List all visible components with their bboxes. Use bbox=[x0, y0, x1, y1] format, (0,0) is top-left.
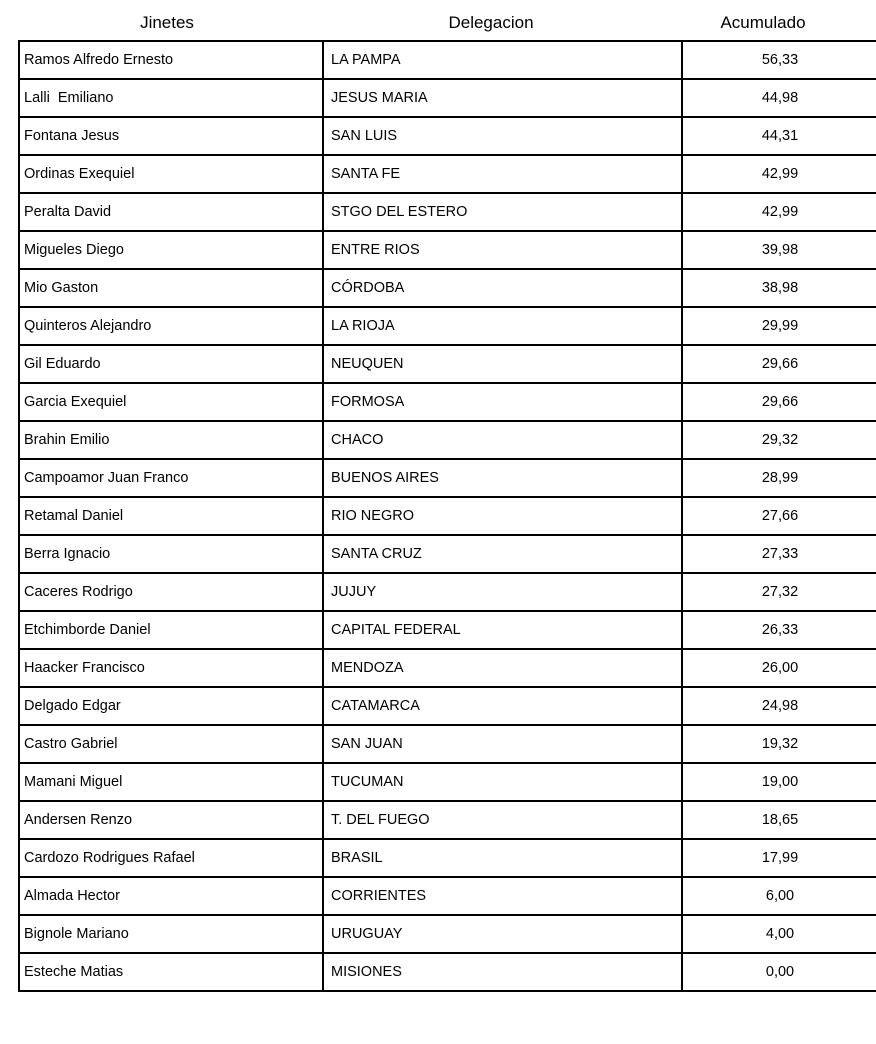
accumulated-cell: 27,33 bbox=[682, 535, 876, 573]
accumulated-cell: 44,98 bbox=[682, 79, 876, 117]
rider-name-cell: Delgado Edgar bbox=[19, 687, 323, 725]
delegation-cell: SANTA CRUZ bbox=[323, 535, 682, 573]
accumulated-cell: 56,33 bbox=[682, 41, 876, 79]
accumulated-cell: 39,98 bbox=[682, 231, 876, 269]
table-row bbox=[19, 307, 876, 345]
rider-name-cell: Ramos Alfredo Ernesto bbox=[19, 41, 323, 79]
accumulated-cell: 29,66 bbox=[682, 345, 876, 383]
header-acumulado: Acumulado bbox=[720, 13, 806, 32]
table-row bbox=[19, 801, 876, 839]
accumulated-cell: 42,99 bbox=[682, 155, 876, 193]
delegation-cell: SAN LUIS bbox=[323, 117, 682, 155]
delegation-cell: STGO DEL ESTERO bbox=[323, 193, 682, 231]
rider-name-cell: Castro Gabriel bbox=[19, 725, 323, 763]
table-row bbox=[19, 383, 876, 421]
accumulated-cell: 6,00 bbox=[682, 877, 876, 915]
table-header bbox=[18, 10, 861, 38]
accumulated-cell: 18,65 bbox=[682, 801, 876, 839]
delegation-cell: CATAMARCA bbox=[323, 687, 682, 725]
accumulated-cell: 29,66 bbox=[682, 383, 876, 421]
accumulated-cell: 28,99 bbox=[682, 459, 876, 497]
accumulated-cell: 17,99 bbox=[682, 839, 876, 877]
table-row bbox=[19, 839, 876, 877]
accumulated-cell: 24,98 bbox=[682, 687, 876, 725]
rider-name-cell: Mio Gaston bbox=[19, 269, 323, 307]
rider-name-cell: Haacker Francisco bbox=[19, 649, 323, 687]
rider-name-cell: Garcia Exequiel bbox=[19, 383, 323, 421]
accumulated-cell: 26,33 bbox=[682, 611, 876, 649]
table-row bbox=[19, 611, 876, 649]
accumulated-cell: 26,00 bbox=[682, 649, 876, 687]
accumulated-cell: 27,32 bbox=[682, 573, 876, 611]
rider-name-cell: Ordinas Exequiel bbox=[19, 155, 323, 193]
accumulated-cell: 19,32 bbox=[682, 725, 876, 763]
rider-name-cell: Retamal Daniel bbox=[19, 497, 323, 535]
delegation-cell: MISIONES bbox=[323, 953, 682, 991]
delegation-cell: CÓRDOBA bbox=[323, 269, 682, 307]
rider-name-cell: Migueles Diego bbox=[19, 231, 323, 269]
rider-name-cell: Campoamor Juan Franco bbox=[19, 459, 323, 497]
table-row bbox=[19, 345, 876, 383]
accumulated-cell: 44,31 bbox=[682, 117, 876, 155]
accumulated-cell: 27,66 bbox=[682, 497, 876, 535]
delegation-cell: CHACO bbox=[323, 421, 682, 459]
table-row bbox=[19, 41, 876, 79]
rider-name-cell: Cardozo Rodrigues Rafael bbox=[19, 839, 323, 877]
accumulated-cell: 29,99 bbox=[682, 307, 876, 345]
accumulated-cell: 19,00 bbox=[682, 763, 876, 801]
delegation-cell: CORRIENTES bbox=[323, 877, 682, 915]
delegation-cell: MENDOZA bbox=[323, 649, 682, 687]
delegation-cell: TUCUMAN bbox=[323, 763, 682, 801]
accumulated-cell: 4,00 bbox=[682, 915, 876, 953]
delegation-cell: ENTRE RIOS bbox=[323, 231, 682, 269]
rider-name-cell: Lalli Emiliano bbox=[19, 79, 323, 117]
delegation-cell: SAN JUAN bbox=[323, 725, 682, 763]
delegation-cell: NEUQUEN bbox=[323, 345, 682, 383]
accumulated-cell: 42,99 bbox=[682, 193, 876, 231]
table-row bbox=[19, 915, 876, 953]
table-row bbox=[19, 877, 876, 915]
table-row bbox=[19, 421, 876, 459]
standings-table-body bbox=[19, 41, 876, 991]
rider-name-cell: Berra Ignacio bbox=[19, 535, 323, 573]
delegation-cell: JUJUY bbox=[323, 573, 682, 611]
rider-name-cell: Bignole Mariano bbox=[19, 915, 323, 953]
delegation-cell: BRASIL bbox=[323, 839, 682, 877]
table-row bbox=[19, 497, 876, 535]
rider-name-cell: Etchimborde Daniel bbox=[19, 611, 323, 649]
delegation-cell: T. DEL FUEGO bbox=[323, 801, 682, 839]
delegation-cell: RIO NEGRO bbox=[323, 497, 682, 535]
standings-table bbox=[18, 40, 876, 992]
rider-name-cell: Mamani Miguel bbox=[19, 763, 323, 801]
delegation-cell: LA RIOJA bbox=[323, 307, 682, 345]
header-delegacion: Delegacion bbox=[448, 13, 534, 32]
table-row bbox=[19, 953, 876, 991]
delegation-cell: FORMOSA bbox=[323, 383, 682, 421]
table-row bbox=[19, 231, 876, 269]
header-jinetes: Jinetes bbox=[140, 13, 194, 32]
rider-name-cell: Andersen Renzo bbox=[19, 801, 323, 839]
rider-name-cell: Peralta David bbox=[19, 193, 323, 231]
table-row bbox=[19, 269, 876, 307]
table-row bbox=[19, 459, 876, 497]
table-row bbox=[19, 763, 876, 801]
delegation-cell: URUGUAY bbox=[323, 915, 682, 953]
rider-name-cell: Fontana Jesus bbox=[19, 117, 323, 155]
accumulated-cell: 29,32 bbox=[682, 421, 876, 459]
delegation-cell: CAPITAL FEDERAL bbox=[323, 611, 682, 649]
table-row bbox=[19, 79, 876, 117]
table-row bbox=[19, 725, 876, 763]
table-row bbox=[19, 573, 876, 611]
rider-name-cell: Caceres Rodrigo bbox=[19, 573, 323, 611]
rider-name-cell: Esteche Matias bbox=[19, 953, 323, 991]
table-row bbox=[19, 649, 876, 687]
table-row bbox=[19, 117, 876, 155]
accumulated-cell: 38,98 bbox=[682, 269, 876, 307]
delegation-cell: BUENOS AIRES bbox=[323, 459, 682, 497]
rider-name-cell: Almada Hector bbox=[19, 877, 323, 915]
delegation-cell: LA PAMPA bbox=[323, 41, 682, 79]
rider-name-cell: Brahin Emilio bbox=[19, 421, 323, 459]
table-row bbox=[19, 535, 876, 573]
rider-name-cell: Gil Eduardo bbox=[19, 345, 323, 383]
delegation-cell: SANTA FE bbox=[323, 155, 682, 193]
table-row bbox=[19, 687, 876, 725]
table-row bbox=[19, 155, 876, 193]
delegation-cell: JESUS MARIA bbox=[323, 79, 682, 117]
rider-name-cell: Quinteros Alejandro bbox=[19, 307, 323, 345]
table-row bbox=[19, 193, 876, 231]
accumulated-cell: 0,00 bbox=[682, 953, 876, 991]
